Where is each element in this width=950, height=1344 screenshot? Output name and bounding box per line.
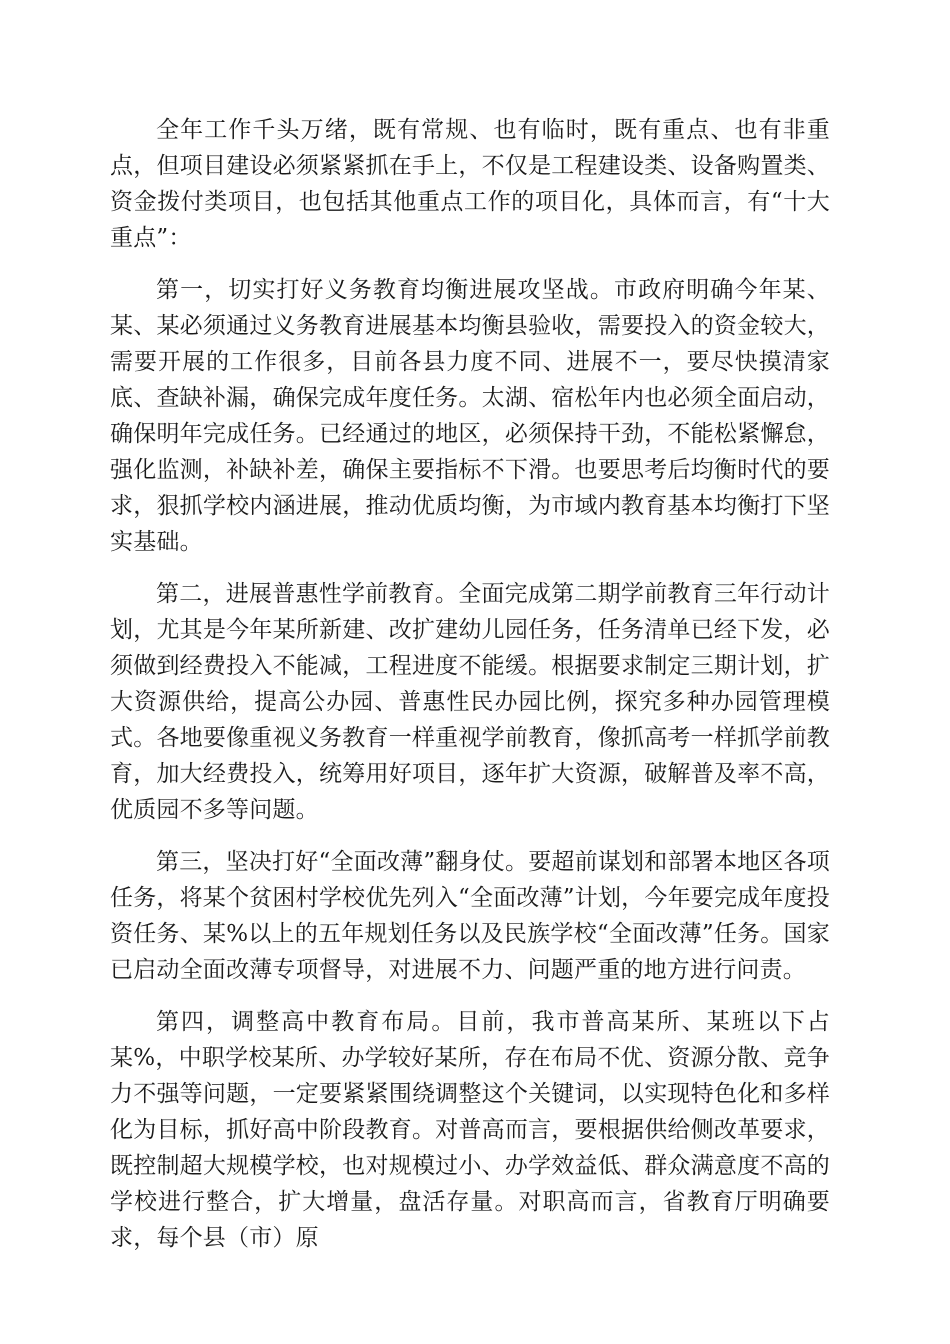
document-page (110, 112, 830, 1272)
paragraph-school-improvement: 第三，坚决打好“全面改薄”翻身仗。要超前谋划和部署本地区各项任务，将某个贫困村学校优先列入“全面改薄”计划，今年要完成年度投资任务、某%以上的五年规划任务以及民族学校“全面改薄”任务。国家已启动全面改薄专项督导，对进展不力、问题严重的地方进行问责。 (110, 849, 830, 983)
paragraph-high-school-layout: 第四，调整高中教育布局。目前，我市普高某所、某班以下占某%，中职学校某所、办学较好某所，存在布局不优、资源分散、竞争力不强等问题，一定要紧紧围绕调整这个关键词，以实现特色化和多样化为目标，抓好高中阶段教育。对普高而言，要根据供给侧改革要求，既控制超大规模学校，也对规模过小、办学效益低、群众满意度不高的学校进行整合，扩大增量，盘活存量。对职高而言，省教育厅明确要求，每个县（市）原 (110, 1009, 830, 1251)
paragraph-compulsory-education: 第一，切实打好义务教育均衡进展攻坚战。市政府明确今年某、某、某必须通过义务教育进展基本均衡县验收，需要投入的资金较大，需要开展的工作很多，目前各县力度不同、进展不一，要尽快摸清家底、查缺补漏，确保完成年度任务。太湖、宿松年内也必须全面启动，确保明年完成任务。已经通过的地区，必须保持干劲，不能松紧懈怠，强化监测，补缺补差，确保主要指标不下滑。也要思考后均衡时代的要求，狠抓学校内涵进展，推动优质均衡，为市域内教育基本均衡打下坚实基础。 (110, 277, 830, 555)
paragraph-intro: 全年工作千头万绪，既有常规、也有临时，既有重点、也有非重点，但项目建设必须紧紧抓在手上，不仅是工程建设类、设备购置类、资金拨付类项目，也包括其他重点工作的项目化，具体而言，有“十大重点”： (110, 117, 830, 251)
paragraph-preschool-education: 第二，进展普惠性学前教育。全面完成第二期学前教育三年行动计划，尤其是今年某所新建、改扩建幼儿园任务，任务清单已经下发，必须做到经费投入不能减，工程进度不能缓。根据要求制定三期计划，扩大资源供给，提高公办园、普惠性民办园比例，探究多种办园管理模式。各地要像重视义务教育一样重视学前教育，像抓高考一样抓学前教育，加大经费投入，统筹用好项目，逐年扩大资源，破解普及率不高，优质园不多等问题。 (110, 581, 830, 823)
